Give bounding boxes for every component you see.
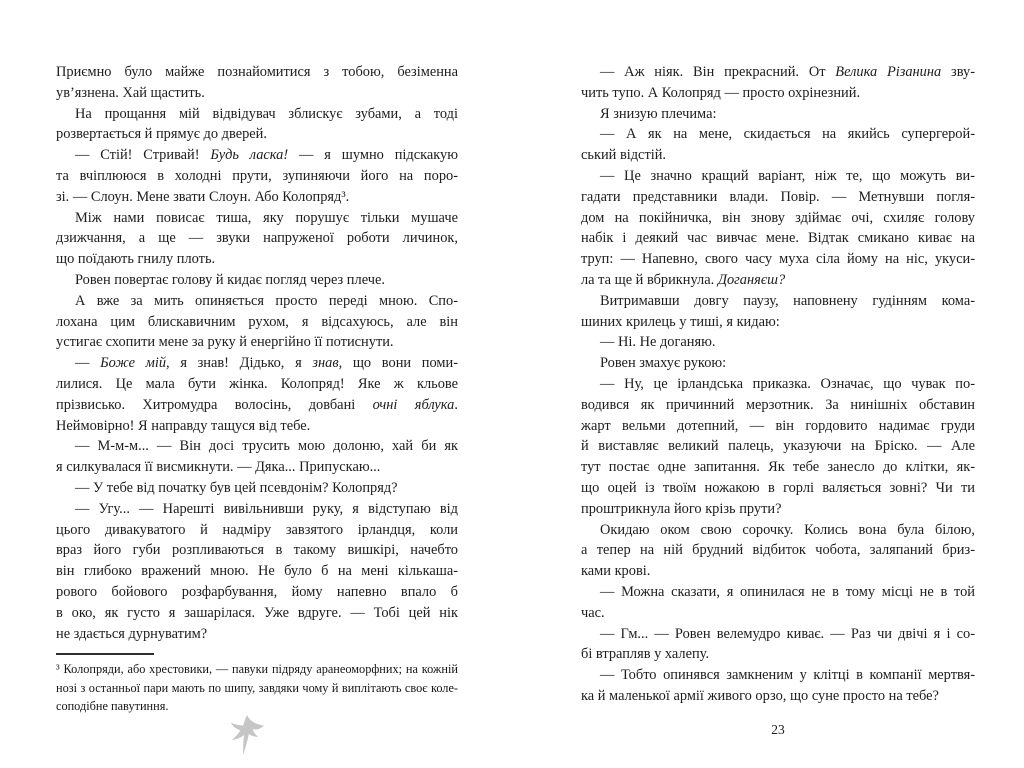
text-line: дом на покійничка, він знову здіймає очі, схиляє голову bbox=[581, 209, 975, 226]
text-line: — Стій! Стривай! Будь ласка! — я шумно підскакую bbox=[75, 147, 458, 164]
text-line: він глибоко вражений мною. Не було б на мені кількаша- bbox=[56, 563, 458, 580]
text-line: ський відстій. bbox=[581, 147, 667, 164]
paragraph bbox=[56, 62, 458, 104]
text-line: Ровен змахує рукою: bbox=[600, 355, 727, 372]
text-line: ув’язнена. Хай щастить. bbox=[56, 84, 205, 101]
paragraph bbox=[581, 665, 975, 707]
text-line: ками крові. bbox=[581, 563, 651, 580]
text-line: — М-м-м... — Він досі трусить мою долоню, хай би як bbox=[75, 438, 458, 455]
text-line: Витримавши довгу паузу, наповнену гудінням кома- bbox=[600, 292, 975, 309]
paragraph bbox=[581, 62, 975, 104]
text-line: набік і деякий час вивчає мене. Відтак смикано киває на bbox=[581, 230, 975, 247]
paragraph bbox=[581, 104, 975, 125]
paragraph bbox=[581, 332, 975, 353]
paragraph bbox=[56, 104, 458, 146]
text-line: На прощання мій відвідувач зблискує зубами, а тоді bbox=[75, 105, 458, 122]
text-line: враз його губи розпливаються в такому вишкірі, начебто bbox=[56, 542, 458, 559]
text-line: устигає схопити мене за руку й енергійно її потиснути. bbox=[56, 334, 394, 351]
text-line: — Це значно кращий варіант, ніж те, що можуть ви- bbox=[600, 167, 975, 184]
text-line: — А як на мене, скидається на якийсь супергерой- bbox=[600, 126, 975, 143]
text-line: — Ні. Не доганяю. bbox=[600, 334, 716, 351]
left-page bbox=[56, 62, 458, 715]
paragraph bbox=[581, 520, 975, 582]
text-line: та вчіплююся в холодні прути, зупиняючи його на поро- bbox=[56, 167, 458, 184]
text-line: бі втрапляв у халепу. bbox=[581, 646, 710, 663]
text-line: рового бойового розфарбування, йому напевно впало б bbox=[56, 583, 458, 600]
text-line: нозі з останньої пари мають по шипу, завдяки чому й виплітають своє коле- bbox=[56, 680, 458, 695]
footnote bbox=[56, 660, 458, 715]
text-line: А вже за мить опиняється просто переді мною. Спо- bbox=[75, 292, 458, 309]
paragraph bbox=[56, 270, 458, 291]
text-line: час. bbox=[581, 604, 605, 621]
text-line: — Аж ніяк. Він прекрасний. От Велика Різанина зву- bbox=[600, 64, 975, 80]
text-line: Між нами повисає тиша, яку порушує тільки мушаче bbox=[75, 209, 458, 226]
text-line: труп: — Напевно, свого часу муха сіла йому на ніс, укуси- bbox=[581, 251, 975, 268]
text-line: я силкувалася її висмикнути. — Дяка... Припускаю... bbox=[56, 459, 381, 476]
text-line: соподібне павутиння. bbox=[56, 699, 169, 714]
text-line: — Гм... — Ровен велемудро киває. — Раз чи двічі я і со- bbox=[600, 625, 975, 642]
text-line: що поїдають гнилу плоть. bbox=[56, 251, 216, 268]
text-line: — Боже мій, я знав! Дідько, я знав, що вони поми- bbox=[75, 355, 458, 372]
text-line: й виставляє великий палець, указуючи на Бріско. — Але bbox=[581, 438, 975, 455]
text-line: розвертається й прямує до дверей. bbox=[56, 126, 267, 143]
right-page-text bbox=[581, 62, 975, 707]
text-line: дзижчання, а ще — звуки напруженої роботи личинок, bbox=[56, 230, 458, 247]
text-line: що оцей із твоїм ножакою в горлі валяється зовні? Чи ти bbox=[581, 479, 975, 496]
text-line: Окидаю оком свою сорочку. Колись вона була білою, bbox=[600, 521, 975, 538]
paragraph bbox=[56, 145, 458, 207]
paragraph bbox=[56, 208, 458, 270]
text-line: Ровен повертає голову й кидає погляд через плече. bbox=[75, 271, 385, 288]
paragraph bbox=[581, 124, 975, 166]
bird-ornament-icon bbox=[227, 714, 265, 756]
text-line: — Тобто опинявся замкненим у клітці в компанії мертвя- bbox=[600, 667, 975, 684]
text-line: прізвисько. Хитромудра волосінь, довбані очні яблука. bbox=[56, 396, 458, 413]
text-line: жарт вельми дотепний, — він гордовито надимає груди bbox=[581, 417, 975, 434]
text-line: не здається дурнуватим? bbox=[56, 625, 208, 642]
text-line: зі. — Слоун. Мене звати Слоун. Або Колопряд³. bbox=[56, 188, 350, 205]
text-line: гадати представники влади. Повір. — Метнувши погля- bbox=[581, 188, 975, 205]
text-line: лохана цим блискавичним рухом, я відсахуюсь, але він bbox=[56, 313, 458, 330]
paragraph bbox=[56, 436, 458, 478]
text-line: ла та ще й вбрикнула. Доганяєш? bbox=[581, 271, 786, 288]
text-line: ³ Колопряди, або хрестовики, — павуки підряду аранеоморфних; на кожній bbox=[56, 662, 458, 677]
text-line: — Можна сказати, я опинилася не в тому місці не в той bbox=[600, 583, 975, 600]
paragraph bbox=[581, 353, 975, 374]
paragraph bbox=[581, 374, 975, 520]
text-line: чить тупо. А Колопряд — просто охрінезний. bbox=[581, 84, 861, 101]
text-line: тут постає одне запитання. Як тебе занесло до клітки, як- bbox=[581, 459, 975, 476]
paragraph bbox=[581, 166, 975, 291]
text-line: Приємно було майже познайомитися з тобою, безіменна bbox=[56, 64, 458, 80]
text-line: — Ну, це ірландська приказка. Означає, що чувак по- bbox=[600, 375, 975, 392]
text-line: Неймовірно! Я направду тащуся від тебе. bbox=[56, 417, 311, 434]
text-line: а тепер на ній брудний відбиток чобота, заляпаний бриз- bbox=[581, 542, 975, 559]
text-line: цього дивакуватого й надміру завзятого ірландця, коли bbox=[56, 521, 458, 538]
text-line: в око, як густо я зашарілася. Уже вдруге. — Тобі цей нік bbox=[56, 604, 458, 621]
paragraph bbox=[581, 291, 975, 333]
paragraph bbox=[581, 582, 975, 624]
text-line: водився як причинний мерзотник. За нинішніх обставин bbox=[581, 396, 975, 413]
text-line: проштрикнула його крізь прути? bbox=[581, 500, 782, 517]
paragraph bbox=[56, 291, 458, 353]
paragraph bbox=[56, 353, 458, 436]
text-line: — Угу... — Нарешті вивільнивши руку, я відступаю від bbox=[75, 500, 458, 517]
page-number: 23 bbox=[771, 722, 785, 737]
paragraph bbox=[581, 624, 975, 666]
footnote-separator bbox=[56, 653, 154, 655]
paragraph bbox=[56, 499, 458, 645]
right-page bbox=[581, 62, 975, 707]
text-line: шиних крилець у тиші, я кидаю: bbox=[581, 313, 780, 330]
text-line: ка й маленької армії живого орзо, що суне просто на тебе? bbox=[581, 687, 939, 704]
text-line: — У тебе від початку був цей псевдонім? Колопряд? bbox=[75, 479, 398, 496]
paragraph bbox=[56, 478, 458, 499]
left-page-text bbox=[56, 62, 458, 644]
text-line: лилися. Це мала бути жінка. Колопряд! Яке ж кльове bbox=[56, 375, 458, 392]
text-line: Я знизую плечима: bbox=[600, 105, 717, 122]
